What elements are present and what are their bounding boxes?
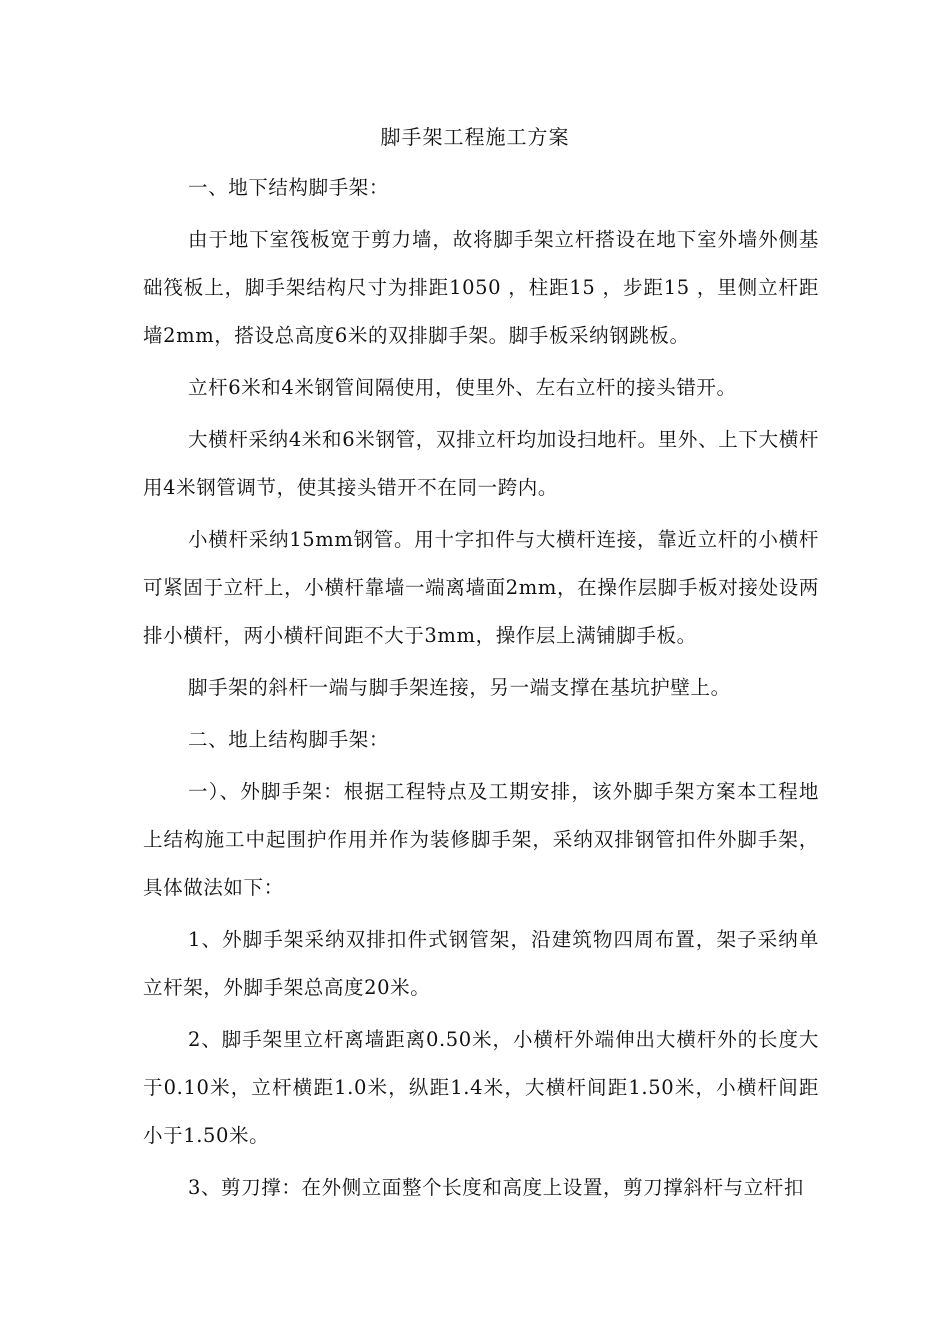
heading-aboveground-scaffold: 二、地上结构脚手架： — [188, 728, 390, 751]
list-item-1: 1、外脚手架采纳双排扣件式钢管架，沿建筑物四周布置，架子采纳单立杆架，外脚手架总高度20米。 — [143, 928, 819, 999]
paragraph-small-crossbars: 小横杆采纳15mm钢管。用十字扣件与大横杆连接，靠近立杆的小横杆可紧固于立杆上，小横杆靠墙一端离墙面2mm，在操作层脚手板对接处设两排小横杆，两小横杆间距不大于3mm，操作层上满铺脚手板。 — [143, 528, 819, 647]
paragraph-external-scaffold: 一）、外脚手架：根据工程特点及工期安排，该外脚手架方案本工程地上结构施工中起围护作用并作为装修脚手架，采纳双排钢管扣件外脚手架，具体做法如下： — [143, 780, 819, 899]
paragraph-large-crossbars: 大横杆采纳4米和6米钢管，双排立杆均加设扫地杆。里外、上下大横杆用4米钢管调节，使其接头错开不在同一跨内。 — [143, 428, 819, 499]
paragraph-vertical-poles: 立杆6米和4米钢管间隔使用，使里外、左右立杆的接头错开。 — [188, 376, 737, 399]
paragraph-diagonal-braces: 脚手架的斜杆一端与脚手架连接，另一端支撑在基坑护壁上。 — [188, 676, 731, 699]
document-title: 脚手架工程施工方案 — [380, 125, 570, 149]
heading-underground-scaffold: 一、地下结构脚手架： — [188, 176, 390, 199]
list-item-3: 3、剪刀撑：在外侧立面整个长度和高度上设置，剪刀撑斜杆与立杆扣 — [188, 1176, 805, 1199]
document-body — [143, 164, 819, 1212]
paragraph-raft-foundation: 由于地下室筏板宽于剪力墙，故将脚手架立杆搭设在地下室外墙外侧基础筏板上，脚手架结构尺寸为排距1050 ，柱距15 ，步距15 ，里侧立杆距墙2mm，搭设总高度6米的双排脚手架。脚手板采纳钢跳板。 — [143, 228, 819, 347]
list-item-2: 2、脚手架里立杆离墙距离0.50米，小横杆外端伸出大横杆外的长度大于0.10米，立杆横距1.0米，纵距1.4米，大横杆间距1.50米，小横杆间距小于1.50米。 — [143, 1028, 819, 1147]
